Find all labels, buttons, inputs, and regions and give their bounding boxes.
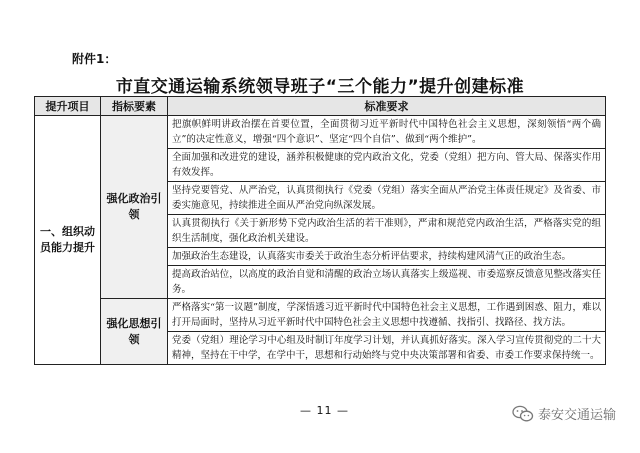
- requirement-cell: 提高政治站位，以高度的政治自觉和清醒的政治立场认真落实上级巡视、市委巡察反馈意见整改落实任务。: [168, 266, 606, 299]
- watermark-text: 泰安交通运输: [537, 408, 616, 423]
- table-header-row: [35, 97, 606, 116]
- indicator-cell-ideological: 强化思想引领: [101, 299, 168, 365]
- category-cell: 一、组织动员能力提升: [35, 116, 101, 365]
- requirement-cell: 全面加强和改进党的建设，涵养积极健康的党内政治文化，党委（党组）把方向、管大局、保落实作用有效发挥。: [168, 149, 606, 182]
- table-row: [35, 299, 606, 332]
- wechat-icon: [512, 405, 534, 423]
- indicator-cell-political: 强化政治引领: [101, 116, 168, 299]
- watermark: [512, 404, 616, 423]
- table-row: [35, 116, 606, 149]
- header-indicator: 指标要素: [101, 97, 168, 116]
- standards-table: [34, 96, 606, 365]
- requirement-cell: 坚持党要管党、从严治党，认真贯彻执行《党委（党组）落实全面从严治党主体责任规定》及省委、市委实施意见，持续推进全面从严治党向纵深发展。: [168, 182, 606, 215]
- header-item: 提升项目: [35, 97, 101, 116]
- document-title: 市直交通运输系统领导班子“三个能力”提升创建标准: [115, 77, 525, 97]
- requirement-cell: 认真贯彻执行《关于新形势下党内政治生活的若干准则》，严肃和规范党内政治生活，严格落实党的组织生活制度，强化政治机关建设。: [168, 215, 606, 248]
- requirement-cell: 严格落实“第一议题”制度，学深悟透习近平新时代中国特色社会主义思想，工作遇到困惑、阻力，难以打开局面时，坚持从习近平新时代中国特色社会主义思想中找遵循、找指引、找路径、找方法。: [168, 299, 606, 332]
- header-requirement: 标准要求: [168, 97, 606, 116]
- requirement-cell: 把旗帜鲜明讲政治摆在首要位置，全面贯彻习近平新时代中国特色社会主义思想，深刻领悟“两个确立”的决定性意义，增强“四个意识”、坚定“四个自信”、做到“两个维护”。: [168, 116, 606, 149]
- requirement-cell: 党委（党组）理论学习中心组及时制订年度学习计划，并认真抓好落实。深入学习宣传贯彻党的二十大精神，坚持在干中学，在学中干，思想和行动始终与党中央决策部署和省委、市委工作要求保持统一。: [168, 332, 606, 365]
- attachment-label: 附件1：: [72, 52, 117, 66]
- requirement-cell: 加强政治生态建设，认真落实市委关于政治生态分析评估要求，持续构建风清气正的政治生态。: [168, 248, 606, 266]
- page-number: — 11 —: [300, 404, 349, 417]
